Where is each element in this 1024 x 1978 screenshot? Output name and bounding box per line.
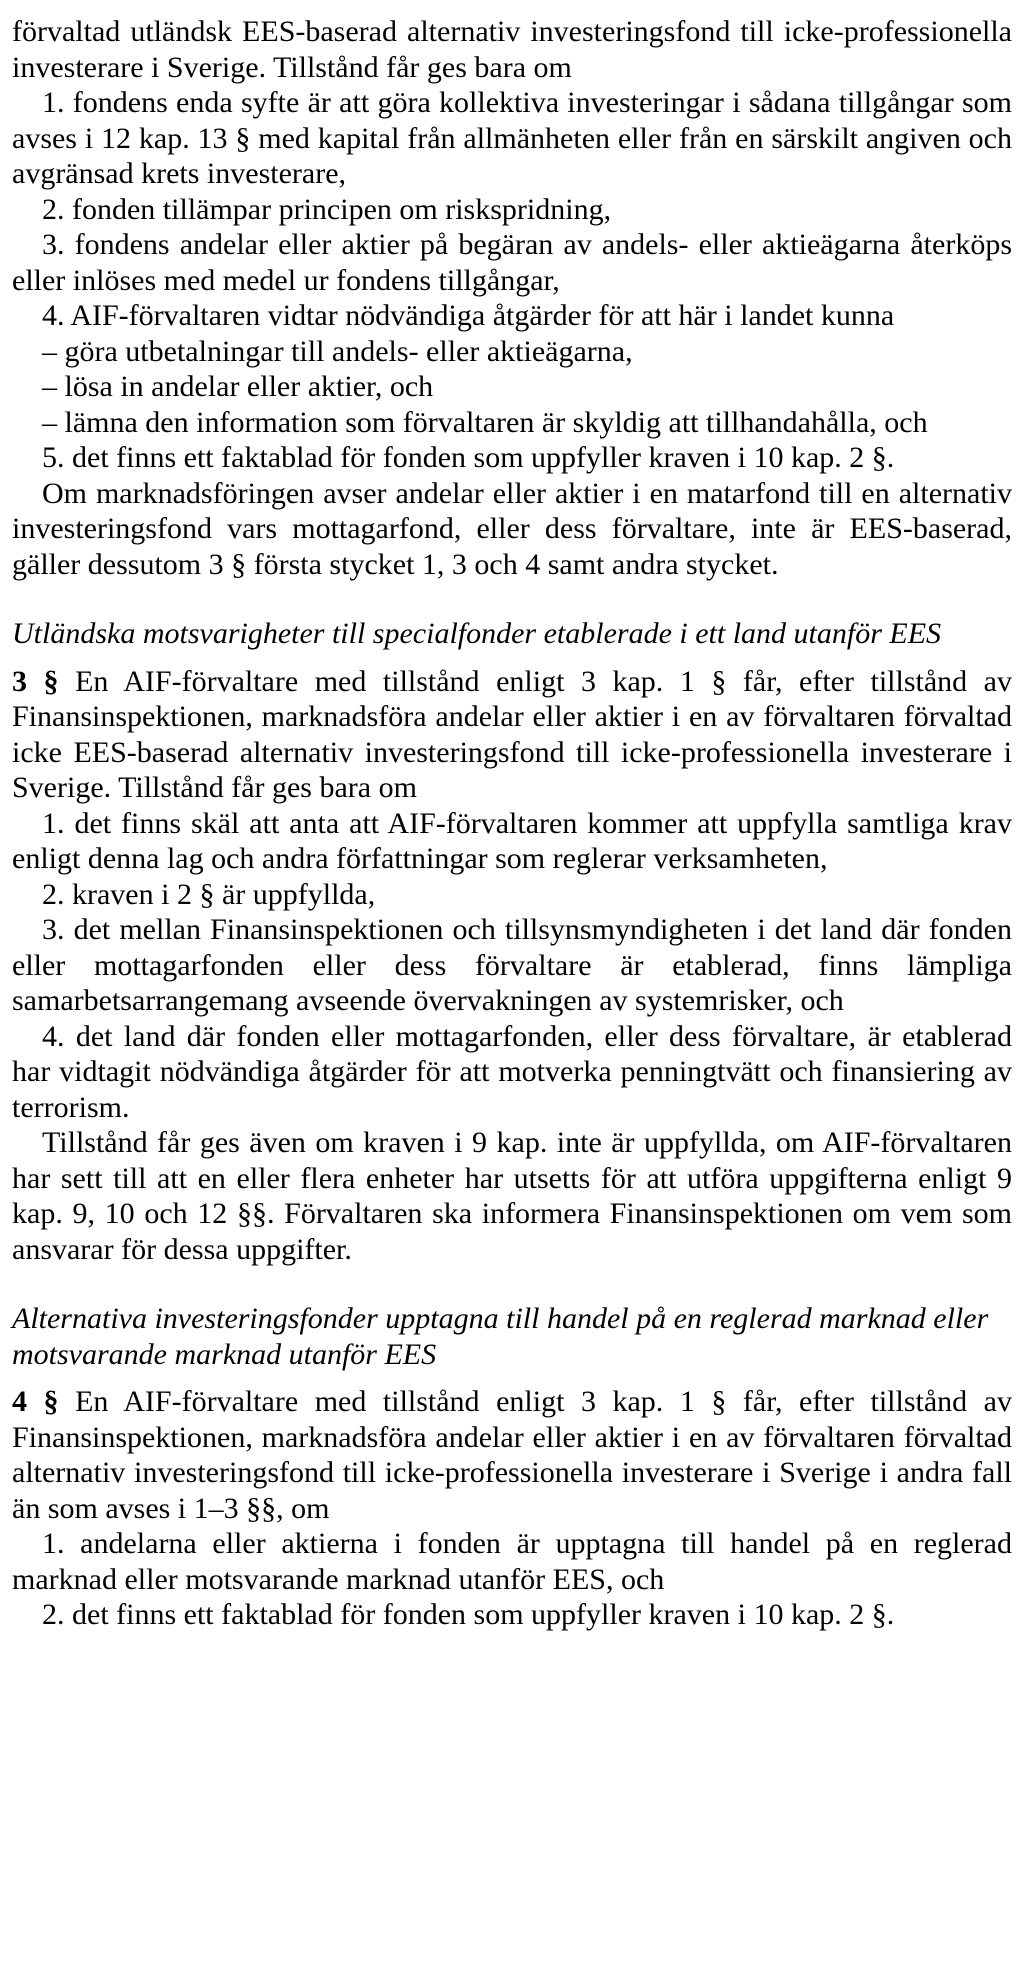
section3-item-4: 4. det land där fonden eller mottagarfonden, eller dess förvaltare, är etablerad har vidtagit nödvändiga åtgärder för att motverka penningtvätt och finansiering av terrorism. xyxy=(12,1019,1012,1124)
section3-intro-paragraph xyxy=(12,664,1012,806)
section2-item-3: 3. fondens andelar eller aktier på begäran av andels- eller aktieägarna återköps eller inlöses med medel ur fondens tillgångar, xyxy=(12,228,1012,297)
section3-item-2: 2. kraven i 2 § är uppfyllda, xyxy=(42,877,376,911)
section2-intro-paragraph: förvaltad utländsk EES-baserad alternativ investeringsfond till icke-professionella investerare i Sverige. Tillstånd får ges bara om xyxy=(12,15,1012,84)
section3-closing-paragraph: Tillstånd får ges även om kraven i 9 kap. inte är uppfyllda, om AIF-förvaltaren har sett till att en eller flera enheter har utsetts för att utföra uppgifterna enligt 9 kap. 9, 10 och 12 §§. Förvaltaren ska informera Finansinspektionen om vem som ansvarar för dessa uppgifter. xyxy=(12,1126,1012,1266)
section2-item-2: 2. fonden tillämpar principen om riskspridning, xyxy=(42,192,612,226)
section2-closing-paragraph: Om marknadsföringen avser andelar eller aktier i en matarfond till en alternativ investeringsfond vars mottagarfond, eller dess förvaltare, inte är EES-baserad, gäller dessutom 3 § första stycket 1, 3 och 4 samt andra stycket. xyxy=(12,476,1012,581)
section2-dash-2: – lösa in andelar eller aktier, och xyxy=(42,370,434,403)
section3-item-3: 3. det mellan Finansinspektionen och tillsynsmyndigheten i det land där fonden eller mottagarfonden eller dess förvaltare är etablerad, finns lämpliga samarbetsarrangemang avseende övervakningen av systemrisker, och xyxy=(12,913,1012,1017)
section2-item-5: 5. det finns ett faktablad för fonden som uppfyller kraven i 10 kap. 2 §. xyxy=(42,441,895,474)
section4-item-2: 2. det finns ett faktablad för fonden som uppfyller kraven i 10 kap. 2 §. xyxy=(42,1598,895,1631)
section4-item-1: 1. andelarna eller aktierna i fonden är upptagna till handel på en reglerad marknad eller motsvarande marknad utanför EES, och xyxy=(12,1527,1012,1596)
section3-item-1: 1. det finns skäl att anta att AIF-förvaltaren kommer att uppfylla samtliga krav enligt denna lag och andra författningar som reglerar verksamheten, xyxy=(12,806,1012,875)
section2-item-4: 4. AIF-förvaltaren vidtar nödvändiga åtgärder för att här i landet kunna xyxy=(42,299,895,332)
section3-heading: Utländska motsvarigheter till specialfonder etablerade i ett land utanför EES xyxy=(12,617,942,650)
section4-number: 4 § xyxy=(12,1385,59,1418)
document-page xyxy=(12,14,1012,1633)
section3-intro-text: En AIF-förvaltare med tillstånd enligt 3 kap. 1 § får, efter tillstånd av Finansinspektionen, marknadsföra andelar eller aktier i en av förvaltaren förvaltad icke EES-baserad alternativ investeringsfond till icke-professionella investerare i Sverige. Tillstånd får ges bara om xyxy=(12,664,1012,804)
section2-item-1: 1. fondens enda syfte är att göra kollektiva investeringar i sådana tillgångar som avses i 12 kap. 13 § med kapital från allmänheten eller från en särskilt angiven och avgränsad krets investerare, xyxy=(12,86,1012,190)
section2-dash-1: – göra utbetalningar till andels- eller aktieägarna, xyxy=(42,334,633,368)
section2-dash-3: – lämna den information som förvaltaren är skyldig att tillhandahålla, och xyxy=(42,405,928,439)
section4-intro-paragraph xyxy=(12,1384,1012,1526)
section4-intro-text: En AIF-förvaltare med tillstånd enligt 3 kap. 1 § får, efter tillstånd av Finansinspektionen, marknadsföra andelar eller aktier i en av förvaltaren förvaltad alternativ investeringsfond till icke-professionella investerare i Sverige i andra fall än som avses i 1–3 §§, om xyxy=(12,1385,1012,1525)
section3-number: 3 § xyxy=(12,664,59,698)
section4-heading: Alternativa investeringsfonder upptagna till handel på en reglerad marknad eller motsvarande marknad utanför EES xyxy=(12,1302,989,1371)
